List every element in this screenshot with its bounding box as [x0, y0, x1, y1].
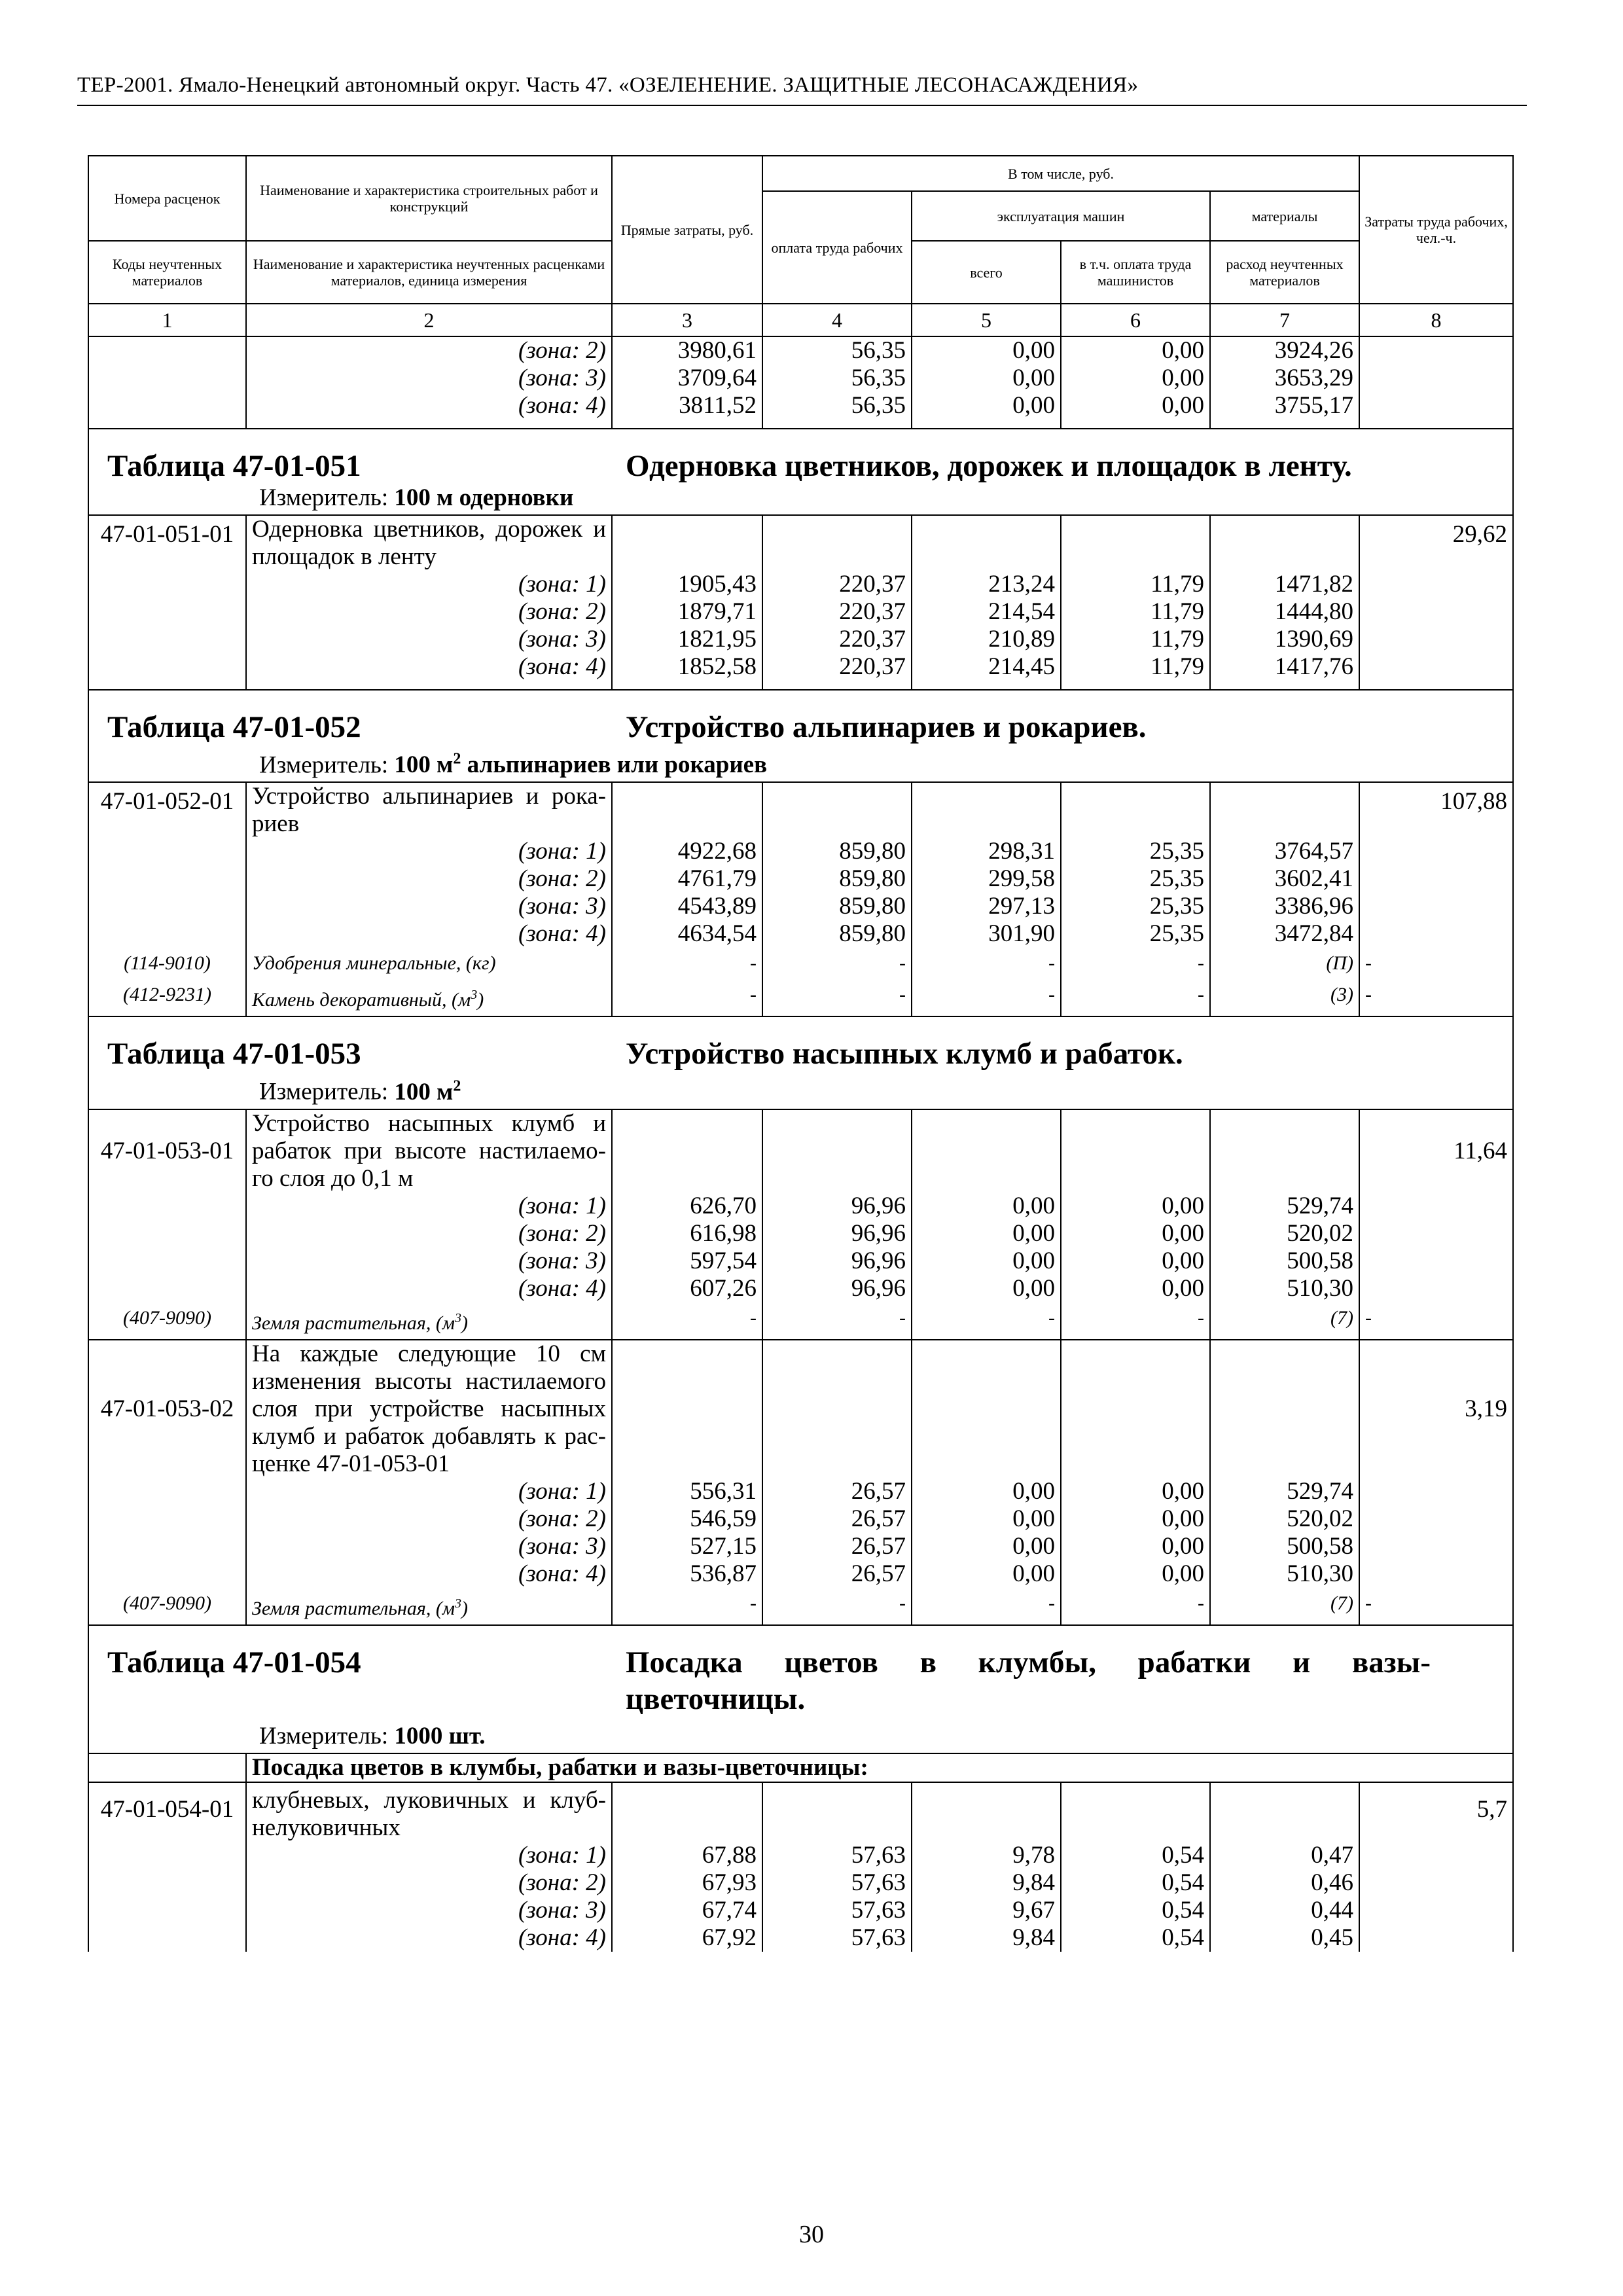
value-cell: 3653,29: [1210, 365, 1359, 392]
zone-row: [88, 1247, 1513, 1275]
col-direct-costs: Прямые затраты, руб.: [612, 156, 762, 304]
col-unaccounted-materials: расход неучтенных материалов: [1210, 241, 1359, 304]
value-cell: 0,54: [1061, 1869, 1210, 1897]
value-cell: 616,98: [612, 1220, 762, 1247]
value-cell: 1879,71: [612, 598, 762, 626]
value-cell: 4543,89: [612, 893, 762, 920]
zone-row: [88, 1193, 1513, 1220]
value-cell: -: [1359, 979, 1513, 1016]
zone-row: [88, 865, 1513, 893]
value-cell: 301,90: [912, 920, 1061, 948]
zone-label: (зона: 4): [246, 1275, 612, 1302]
value-cell: 9,67: [912, 1897, 1061, 1924]
value-cell: 11,79: [1061, 571, 1210, 598]
value-cell: 214,45: [912, 653, 1061, 690]
rate-row: [88, 515, 1513, 571]
value-cell: 529,74: [1210, 1193, 1359, 1220]
value-cell: 4761,79: [612, 865, 762, 893]
col-total: всего: [912, 241, 1061, 304]
col-number: 4: [762, 304, 912, 336]
value-cell: 25,35: [1061, 865, 1210, 893]
value-cell: 3924,26: [1210, 336, 1359, 365]
col-number: 8: [1359, 304, 1513, 336]
table-number: Таблица 47-01-052: [107, 710, 361, 744]
zone-label: (зона: 4): [246, 653, 612, 690]
value-cell: 3472,84: [1210, 920, 1359, 948]
value-cell: -: [762, 1588, 912, 1625]
table-title-row: [88, 690, 1513, 782]
value-cell: 220,37: [762, 626, 912, 653]
rate-description: клубневых, луковичных и клуб-нелуковичных: [246, 1782, 612, 1842]
value-cell: 1852,58: [612, 653, 762, 690]
value-cell: 1444,80: [1210, 598, 1359, 626]
table-title: Устройство альпинариев и рокариев.: [626, 710, 1147, 744]
value-cell: 0,47: [1210, 1842, 1359, 1869]
value-cell: 11,79: [1061, 626, 1210, 653]
zone-label: (зона: 1): [246, 1193, 612, 1220]
rate-row: [88, 1782, 1513, 1842]
value-cell: 0,00: [1061, 1193, 1210, 1220]
value-cell: 546,59: [612, 1505, 762, 1533]
value-cell: 0,00: [912, 1505, 1061, 1533]
meter-value: 100 м: [394, 1078, 454, 1105]
meter-label: Измеритель:: [259, 1078, 389, 1105]
value-cell: 96,96: [762, 1247, 912, 1275]
value-cell: 56,35: [762, 365, 912, 392]
zone-row: [88, 1897, 1513, 1924]
value-cell: 9,78: [912, 1842, 1061, 1869]
value-cell: -: [762, 1302, 912, 1340]
value-cell: 1471,82: [1210, 571, 1359, 598]
value-cell: 626,70: [612, 1193, 762, 1220]
zone-row: [88, 1220, 1513, 1247]
zone-label: (зона: 4): [246, 920, 612, 948]
zone-row: [88, 1869, 1513, 1897]
zone-row: [88, 1275, 1513, 1302]
value-cell: 96,96: [762, 1193, 912, 1220]
value-cell: 520,02: [1210, 1220, 1359, 1247]
zone-label: (зона: 3): [246, 1533, 612, 1560]
table-title-row: [88, 429, 1513, 515]
value-cell: 0,46: [1210, 1869, 1359, 1897]
table-header: [88, 156, 1513, 336]
value-cell: 1390,69: [1210, 626, 1359, 653]
col-number: 5: [912, 304, 1061, 336]
value-cell: 0,00: [912, 1478, 1061, 1505]
zone-row: [88, 893, 1513, 920]
value-cell: 0,00: [1061, 1533, 1210, 1560]
zone-label: (зона: 3): [246, 893, 612, 920]
table-title: Одерновка цветников, дорожек и площадок в ленту.: [626, 449, 1352, 483]
zone-row: [88, 920, 1513, 948]
meter-sup: 2: [453, 1077, 461, 1095]
zone-label: (зона: 2): [246, 1869, 612, 1897]
value-cell: 220,37: [762, 653, 912, 690]
col-material-name: Наименование и характеристика неучтенных расценками материалов, единица измерения: [246, 241, 612, 304]
value-cell: 1417,76: [1210, 653, 1359, 690]
zone-label: (зона: 3): [246, 365, 612, 392]
value-cell: 536,87: [612, 1560, 762, 1588]
zone-row: [88, 571, 1513, 598]
value-cell: 0,00: [1061, 1247, 1210, 1275]
value-cell: 500,58: [1210, 1247, 1359, 1275]
meter-label: Измеритель:: [259, 1722, 389, 1749]
value-cell: 3755,17: [1210, 392, 1359, 429]
value-cell: 299,58: [912, 865, 1061, 893]
value-cell: 0,00: [912, 336, 1061, 365]
value-cell: -: [1359, 948, 1513, 979]
zone-label: (зона: 2): [246, 598, 612, 626]
value-cell: 26,57: [762, 1478, 912, 1505]
value-cell: (7): [1210, 1588, 1359, 1625]
value-cell: 0,45: [1210, 1924, 1359, 1952]
value-cell: 25,35: [1061, 893, 1210, 920]
value-cell: 25,35: [1061, 838, 1210, 865]
col-materials: материалы: [1210, 191, 1359, 241]
meter-value: 100 м одерновки: [394, 484, 574, 511]
value-cell: 26,57: [762, 1505, 912, 1533]
zone-row: [88, 392, 1513, 429]
rate-description: Одерновка цветников, дорожек и площадок в ленту: [246, 515, 612, 571]
meter: [89, 1072, 1512, 1108]
value-cell: 0,00: [912, 1247, 1061, 1275]
value-cell: 11,79: [1061, 653, 1210, 690]
zone-row: [88, 838, 1513, 865]
zone-label: (зона: 2): [246, 1505, 612, 1533]
value-cell: 500,58: [1210, 1533, 1359, 1560]
value-cell: 0,00: [912, 365, 1061, 392]
header-rule: [77, 105, 1527, 106]
value-cell: -: [1061, 979, 1210, 1016]
zone-label: (зона: 4): [246, 1924, 612, 1952]
value-cell: -: [912, 948, 1061, 979]
table-title-cont: цветочницы.: [626, 1681, 806, 1716]
meter-value: 1000 шт.: [394, 1722, 486, 1749]
value-cell: 57,63: [762, 1869, 912, 1897]
material-name-end: ): [461, 1597, 469, 1619]
value-cell: 0,00: [912, 1560, 1061, 1588]
material-name: Земля растительная, (м: [252, 1597, 455, 1619]
value-cell: 607,26: [612, 1275, 762, 1302]
rate-code: 47-01-051-01: [88, 515, 246, 571]
zone-row: [88, 1842, 1513, 1869]
value-cell: -: [762, 979, 912, 1016]
table-number: Таблица 47-01-053: [107, 1037, 361, 1071]
page-number: 30: [799, 2221, 824, 2248]
value-cell: 0,00: [1061, 1505, 1210, 1533]
rate-description: На каждые следующие 10 см изменения высоты настилаемого слоя при устройстве насыпных клумб и рабаток добавлять к рас-ценке 47-01-053-01: [246, 1340, 612, 1478]
value-cell: -: [1061, 948, 1210, 979]
value-cell: 3980,61: [612, 336, 762, 365]
zone-label: (зона: 2): [246, 336, 612, 365]
material-sup: 3: [455, 1310, 462, 1325]
zone-row: [88, 365, 1513, 392]
col-operator-pay: в т.ч. оплата труда машинистов: [1061, 241, 1210, 304]
value-cell: 220,37: [762, 598, 912, 626]
labor-costs-value: 5,7: [1359, 1782, 1513, 1842]
value-cell: 556,31: [612, 1478, 762, 1505]
material-code: (407-9090): [88, 1588, 246, 1625]
value-cell: 597,54: [612, 1247, 762, 1275]
labor-costs-value: 29,62: [1359, 515, 1513, 571]
col-number: 1: [88, 304, 246, 336]
value-cell: 0,00: [1061, 1275, 1210, 1302]
col-rate-numbers: Номера расценок: [88, 156, 246, 241]
zone-row: [88, 1533, 1513, 1560]
value-cell: 26,57: [762, 1560, 912, 1588]
zone-row: [88, 1924, 1513, 1952]
meter-sup: 2: [453, 751, 461, 768]
labor-costs-value: 107,88: [1359, 782, 1513, 838]
meter: [89, 1717, 1512, 1753]
value-cell: 67,74: [612, 1897, 762, 1924]
meter: [89, 745, 1512, 781]
value-cell: 527,15: [612, 1533, 762, 1560]
value-cell: 520,02: [1210, 1505, 1359, 1533]
value-cell: 859,80: [762, 920, 912, 948]
value-cell: 3602,41: [1210, 865, 1359, 893]
value-cell: 0,00: [912, 1533, 1061, 1560]
material-code: (412-9231): [88, 979, 246, 1016]
material-row: [88, 979, 1513, 1016]
page-header: ТЕР-2001. Ямало-Ненецкий автономный округ. Часть 47. «ОЗЕЛЕНЕНИЕ. ЗАЩИТНЫЕ ЛЕСОНАСАЖДЕНИЯ»: [77, 73, 1139, 97]
value-cell: 0,00: [1061, 1220, 1210, 1247]
value-cell: 0,00: [1061, 1478, 1210, 1505]
value-cell: 0,00: [1061, 365, 1210, 392]
value-cell: 0,00: [912, 1193, 1061, 1220]
zone-label: (зона: 4): [246, 1560, 612, 1588]
col-labor-pay: оплата труда рабочих: [762, 191, 912, 304]
zone-row: [88, 1505, 1513, 1533]
value-cell: (7): [1210, 1302, 1359, 1340]
rate-row: [88, 1340, 1513, 1478]
material-row: [88, 1302, 1513, 1340]
value-cell: 11,79: [1061, 598, 1210, 626]
zone-label: (зона: 2): [246, 865, 612, 893]
material-name: Камень декоративный, (м: [252, 989, 471, 1011]
group-heading: Посадка цветов в клумбы, рабатки и вазы-цветочницы:: [246, 1753, 1513, 1782]
value-cell: -: [912, 1588, 1061, 1625]
meter-value-rest: альпинариев или рокариев: [461, 751, 768, 779]
zone-label: (зона: 1): [246, 838, 612, 865]
labor-costs-value: 3,19: [1359, 1340, 1513, 1478]
value-cell: 210,89: [912, 626, 1061, 653]
table-title: Устройство насыпных клумб и рабаток.: [626, 1037, 1183, 1071]
value-cell: 1821,95: [612, 626, 762, 653]
value-cell: 0,00: [1061, 1560, 1210, 1588]
meter-label: Измеритель:: [259, 751, 389, 779]
value-cell: 529,74: [1210, 1478, 1359, 1505]
table-title-row: [88, 1016, 1513, 1109]
rate-row: [88, 782, 1513, 838]
value-cell: 3709,64: [612, 365, 762, 392]
col-number: 6: [1061, 304, 1210, 336]
rate-code: 47-01-053-01: [88, 1109, 246, 1193]
material-row: [88, 948, 1513, 979]
material-row: [88, 1588, 1513, 1625]
value-cell: 510,30: [1210, 1275, 1359, 1302]
meter-label: Измеритель:: [259, 484, 389, 511]
col-labor-costs: Затраты труда рабочих, чел.-ч.: [1359, 156, 1513, 304]
value-cell: 0,54: [1061, 1842, 1210, 1869]
value-cell: 297,13: [912, 893, 1061, 920]
value-cell: 859,80: [762, 865, 912, 893]
value-cell: 214,54: [912, 598, 1061, 626]
rate-code: 47-01-054-01: [88, 1782, 246, 1842]
price-table: [88, 155, 1514, 1952]
material-sup: 3: [471, 988, 478, 1003]
rate-code: 47-01-053-02: [88, 1340, 246, 1478]
material-name-end: ): [477, 989, 484, 1011]
value-cell: 0,00: [1061, 336, 1210, 365]
value-cell: 67,92: [612, 1924, 762, 1952]
value-cell: -: [1061, 1302, 1210, 1340]
value-cell: 57,63: [762, 1924, 912, 1952]
rate-code: 47-01-052-01: [88, 782, 246, 838]
zone-row: [88, 1478, 1513, 1505]
value-cell: 0,54: [1061, 1924, 1210, 1952]
value-cell: (П): [1210, 948, 1359, 979]
col-machine-operation: эксплуатация машин: [912, 191, 1210, 241]
value-cell: 57,63: [762, 1842, 912, 1869]
value-cell: -: [1359, 1302, 1513, 1340]
meter: [89, 484, 1512, 514]
value-cell: 96,96: [762, 1220, 912, 1247]
value-cell: 0,00: [1061, 392, 1210, 429]
value-cell: -: [612, 1302, 762, 1340]
zone-label: (зона: 4): [246, 392, 612, 429]
col-work-name: Наименование и характеристика строительных работ и конструкций: [246, 156, 612, 241]
labor-costs-value: 11,64: [1359, 1109, 1513, 1193]
value-cell: -: [912, 979, 1061, 1016]
value-cell: 96,96: [762, 1275, 912, 1302]
material-code: (114-9010): [88, 948, 246, 979]
value-cell: 1905,43: [612, 571, 762, 598]
value-cell: 859,80: [762, 893, 912, 920]
value-cell: (3): [1210, 979, 1359, 1016]
material-code: (407-9090): [88, 1302, 246, 1340]
zone-row: [88, 1560, 1513, 1588]
value-cell: 56,35: [762, 392, 912, 429]
col-number: 2: [246, 304, 612, 336]
material-name: Земля растительная, (м: [252, 1312, 455, 1334]
value-cell: 213,24: [912, 571, 1061, 598]
table-number: Таблица 47-01-054: [107, 1645, 361, 1679]
zone-label: (зона: 3): [246, 1247, 612, 1275]
zone-row: [88, 598, 1513, 626]
value-cell: 67,93: [612, 1869, 762, 1897]
value-cell: 4634,54: [612, 920, 762, 948]
value-cell: -: [1061, 1588, 1210, 1625]
value-cell: 26,57: [762, 1533, 912, 1560]
value-cell: -: [612, 948, 762, 979]
value-cell: 0,00: [912, 1220, 1061, 1247]
value-cell: 220,37: [762, 571, 912, 598]
value-cell: 3764,57: [1210, 838, 1359, 865]
value-cell: 67,88: [612, 1842, 762, 1869]
col-including: В том числе, руб.: [762, 156, 1359, 191]
col-number: 7: [1210, 304, 1359, 336]
zone-label: (зона: 1): [246, 1478, 612, 1505]
value-cell: -: [612, 1588, 762, 1625]
value-cell: -: [1359, 1588, 1513, 1625]
value-cell: 9,84: [912, 1869, 1061, 1897]
value-cell: 25,35: [1061, 920, 1210, 948]
value-cell: 0,54: [1061, 1897, 1210, 1924]
value-cell: 859,80: [762, 838, 912, 865]
value-cell: -: [612, 979, 762, 1016]
value-cell: 0,44: [1210, 1897, 1359, 1924]
meter-value: 100 м: [394, 751, 454, 779]
material-name: Удобрения минеральные, (кг): [246, 948, 612, 979]
col-number: 3: [612, 304, 762, 336]
material-name-end: ): [461, 1312, 469, 1334]
value-cell: 298,31: [912, 838, 1061, 865]
value-cell: 3811,52: [612, 392, 762, 429]
value-cell: 4922,68: [612, 838, 762, 865]
value-cell: 9,84: [912, 1924, 1061, 1952]
value-cell: 56,35: [762, 336, 912, 365]
table-title: Посадка цветов в клумбы, рабатки и вазы-: [626, 1645, 1431, 1679]
table-title-row: [88, 1625, 1513, 1753]
value-cell: 510,30: [1210, 1560, 1359, 1588]
value-cell: -: [912, 1302, 1061, 1340]
group-heading-row: [88, 1753, 1513, 1782]
zone-label: (зона: 3): [246, 1897, 612, 1924]
zone-label: (зона: 3): [246, 626, 612, 653]
material-sup: 3: [455, 1596, 462, 1611]
rate-row: [88, 1109, 1513, 1193]
zone-label: (зона: 1): [246, 1842, 612, 1869]
zone-row: [88, 653, 1513, 690]
table-number: Таблица 47-01-051: [107, 449, 361, 483]
zone-label: (зона: 1): [246, 571, 612, 598]
rate-description: Устройство альпинариев и рока-риев: [246, 782, 612, 838]
value-cell: 0,00: [912, 392, 1061, 429]
value-cell: -: [762, 948, 912, 979]
zone-label: (зона: 2): [246, 1220, 612, 1247]
col-material-codes: Коды неучтенных материалов: [88, 241, 246, 304]
zone-row: [88, 626, 1513, 653]
value-cell: 0,00: [912, 1275, 1061, 1302]
rate-description: Устройство насыпных клумб и рабаток при высоте настилаемо-го слоя до 0,1 м: [246, 1109, 612, 1193]
zone-row: [88, 336, 1513, 365]
value-cell: 3386,96: [1210, 893, 1359, 920]
value-cell: 57,63: [762, 1897, 912, 1924]
